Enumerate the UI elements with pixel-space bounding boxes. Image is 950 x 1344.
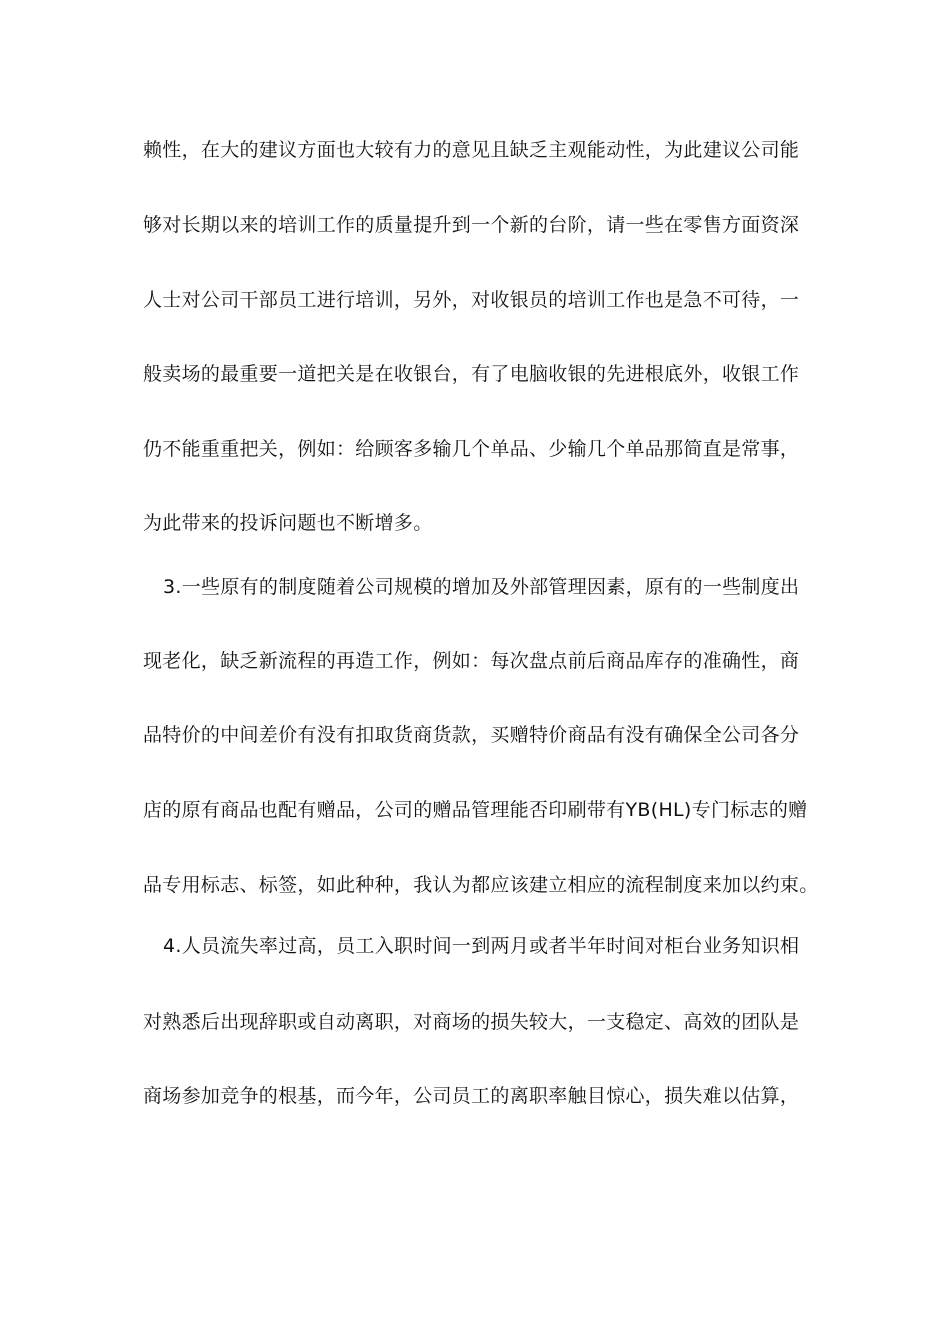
paragraph-line: 商场参加竞争的根基，而今年，公司员工的离职率触目惊心，损失难以估算， <box>143 1085 800 1107</box>
paragraph-line: 现老化，缺乏新流程的再造工作，例如：每次盘点前后商品库存的准确性，商 <box>143 650 800 672</box>
paragraph-line: 对熟悉后出现辞职或自动离职，对商场的损失较大，一支稳定、高效的团队是 <box>143 1011 800 1033</box>
paragraph-line: 仍不能重重把关，例如：给顾客多输几个单品、少输几个单品那简直是常事， <box>143 438 800 460</box>
paragraph-line: 为此带来的投诉问题也不断增多。 <box>143 512 433 534</box>
paragraph-line: 般卖场的最重要一道把关是在收银台，有了电脑收银的先进根底外，收银工作 <box>143 363 800 385</box>
numbered-item-3-line: 3.一些原有的制度随着公司规模的增加及外部管理因素，原有的一些制度出 <box>163 576 800 598</box>
paragraph-line: 品特价的中间差价有没有扣取货商货款，买赠特价商品有没有确保全公司各分 <box>143 724 800 746</box>
paragraph-line: 赖性，在大的建议方面也大较有力的意见且缺乏主观能动性，为此建议公司能 <box>143 139 800 161</box>
numbered-item-4-line: 4.人员流失率过高，员工入职时间一到两月或者半年时间对柜台业务知识相 <box>163 935 800 957</box>
paragraph-line: 够对长期以来的培训工作的质量提升到一个新的台阶，请一些在零售方面资深 <box>143 214 800 236</box>
paragraph-line: 人士对公司干部员工进行培训，另外，对收银员的培训工作也是急不可待，一 <box>143 289 800 311</box>
paragraph-line: 品专用标志、标签，如此种种，我认为都应该建立相应的流程制度来加以约束。 <box>143 874 819 896</box>
paragraph-line: 店的原有商品也配有赠品，公司的赠品管理能否印刷带有YB(HL)专门标志的赠 <box>143 799 808 821</box>
